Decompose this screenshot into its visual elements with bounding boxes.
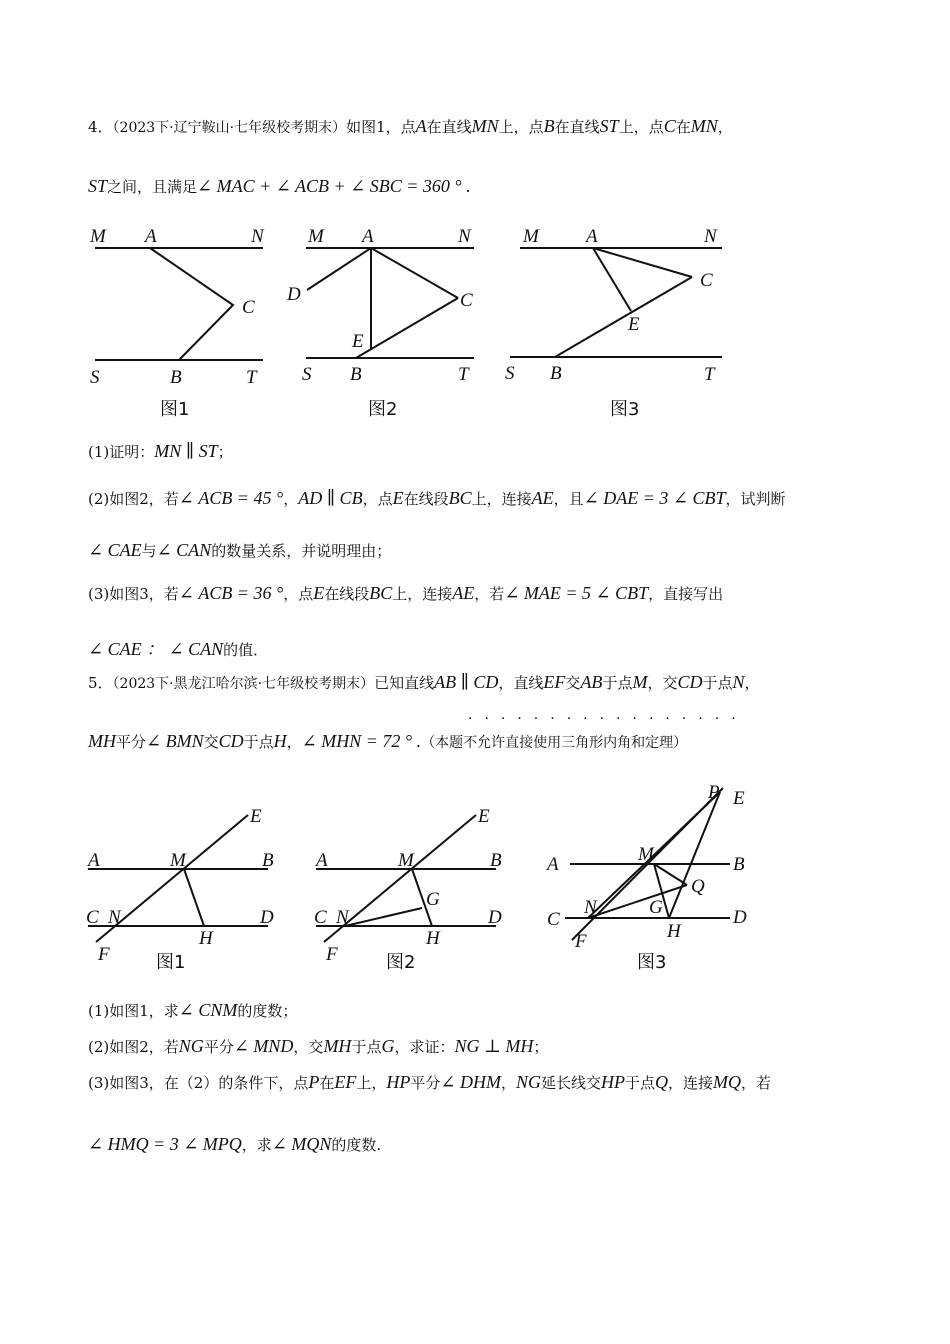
p5f2-label-n: N (336, 907, 349, 928)
p4f3-label-n: N (704, 226, 717, 247)
p4f2-seg-ad (307, 248, 371, 290)
p4f2-label-a: A (362, 226, 374, 247)
p5f1-label-e: E (250, 806, 262, 827)
p5f2-label-m: M (398, 850, 414, 871)
p4-line1: 4．（2023下·辽宁鞍山·七年级校考期末）如图1，点A在直线MN上，点B在直线ST上，点C在MN， (88, 116, 733, 136)
p4-condition-eq: ∠ MAC + ∠ ACB + ∠ SBC = 360 ° . (197, 176, 471, 196)
p4f3-label-t: T (704, 364, 715, 385)
p4f3-label-e: E (628, 314, 640, 335)
p4f1-label-t: T (246, 367, 257, 388)
p5-q2: (2)如图2，若NG平分∠ MND，交MH于点G，求证：NG ⊥ MH； (88, 1036, 549, 1056)
p5f2-label-b: B (490, 850, 502, 871)
p5f1-caption: 图1 (156, 952, 186, 973)
p4f2-label-c: C (460, 290, 473, 311)
p5f3-label-h: H (667, 921, 681, 942)
p4f3-seg-bc (555, 277, 692, 357)
emphasis-dots: ················· (468, 711, 748, 727)
p5f1-label-n: N (108, 907, 121, 928)
p5f3-label-p: P (708, 782, 720, 803)
p5f1-label-c: C (86, 907, 99, 928)
p4f2-label-b: B (350, 364, 362, 385)
p5f3-label-b: B (733, 854, 745, 875)
p5f2-label-e: E (478, 806, 490, 827)
p4-q3: (3)如图3，若∠ ACB = 36 °，点E在线段BC上，连接AE，若∠ MAE = 5 ∠ CBT，直接写出 (88, 583, 724, 603)
p5f2-label-a: A (316, 850, 328, 871)
p5f1-label-h: H (199, 928, 213, 949)
p5f1-label-d: D (260, 907, 274, 928)
p4-q3b: ∠ CAE ： ∠ CAN的值． (88, 639, 269, 659)
p4-line2: ST之间，且满足∠ MAC + ∠ ACB + ∠ SBC = 360 ° . (88, 176, 471, 196)
p4f2-label-t: T (458, 364, 469, 385)
p5f3-label-a: A (547, 854, 559, 875)
p5-line2: MH平分∠ BMN交CD于点H，∠ MHN = 72 ° .（本题不允许直接使用三角形内角和定理） (88, 731, 688, 751)
p4f3-label-b: B (550, 363, 562, 384)
p5-q3: (3)如图3，在（2）的条件下，点P在EF上，HP平分∠ DHM，NG延长线交HP于点Q，连接MQ，若 (88, 1072, 772, 1092)
p4f1-caption: 图1 (160, 399, 190, 420)
p5f2-label-c: C (314, 907, 327, 928)
p4-q2b: ∠ CAE与∠ CAN的数量关系，并说明理由； (88, 540, 392, 560)
p5f3-label-g: G (649, 897, 663, 918)
p4f1-label-b: B (170, 367, 182, 388)
p5-figures (80, 780, 770, 980)
p4f2-label-s: S (302, 364, 312, 385)
p5-q1: (1)如图1，求∠ CNM的度数； (88, 1000, 298, 1020)
p5f2-label-f: F (326, 944, 338, 965)
p4f1-label-m: M (90, 226, 106, 247)
p5f3-label-c: C (547, 909, 560, 930)
p5f2-caption: 图2 (386, 952, 416, 973)
p5-q3b: ∠ HMQ = 3 ∠ MPQ，求∠ MQN的度数. (88, 1134, 382, 1154)
p4f2-label-d: D (287, 284, 301, 305)
p5f3-seg-hp (669, 792, 720, 918)
p5-note: （本题不允许直接使用三角形内角和定理） (421, 735, 688, 751)
p5f3-label-f: F (575, 931, 587, 952)
p5f3-label-n: N (584, 897, 597, 918)
p5f3-label-d: D (733, 907, 747, 928)
p5f3-label-e: E (733, 788, 745, 809)
p5f1-label-a: A (88, 850, 100, 871)
p4f3-caption: 图3 (610, 399, 640, 420)
p5f3-seg-nq (588, 885, 687, 918)
p4f3-label-a: A (586, 226, 598, 247)
p4f3-label-s: S (505, 363, 515, 384)
p4f2-caption: 图2 (368, 399, 398, 420)
p5f2-label-g: G (426, 889, 440, 910)
p5f1-seg-mh (184, 869, 204, 926)
p5f2-seg-ng (345, 908, 422, 926)
p4f1-label-c: C (242, 297, 255, 318)
p5-source: （2023下·黑龙江哈尔滨·七年级校考期末） (112, 676, 375, 692)
p5f3-label-m: M (638, 844, 654, 865)
p4f1-label-a: A (145, 226, 157, 247)
p5f2-label-h: H (426, 928, 440, 949)
p4-figures (80, 220, 740, 425)
p4f1-label-n: N (251, 226, 264, 247)
p4f2-label-e: E (352, 331, 364, 352)
p4f1-path-acb (150, 248, 233, 360)
p4-q2: (2)如图2，若∠ ACB = 45 °，AD ∥ CB，点E在线段BC上，连接AE，且∠ DAE = 3 ∠ CBT，试判断 (88, 488, 786, 508)
p5f1-label-f: F (98, 944, 110, 965)
p4f2-label-n: N (458, 226, 471, 247)
p5f1-label-b: B (262, 850, 274, 871)
p4f2-seg-ac (371, 248, 458, 298)
p4f3-label-m: M (523, 226, 539, 247)
p5-line1: 5．（2023下·黑龙江哈尔滨·七年级校考期末）已知直线AB ∥ CD，直线EF交AB于点M，交CD于点N， (88, 672, 760, 692)
p4-q1: (1)证明：MN ∥ ST； (88, 441, 233, 461)
p4f3-label-c: C (700, 270, 713, 291)
p4-source: （2023下·辽宁鞍山·七年级校考期末） (112, 120, 347, 136)
p5f3-label-q: Q (691, 876, 705, 897)
p5f1-label-m: M (170, 850, 186, 871)
p5f2-label-d: D (488, 907, 502, 928)
p5f3-caption: 图3 (637, 952, 667, 973)
p4f2-label-m: M (308, 226, 324, 247)
p4f1-label-s: S (90, 367, 100, 388)
